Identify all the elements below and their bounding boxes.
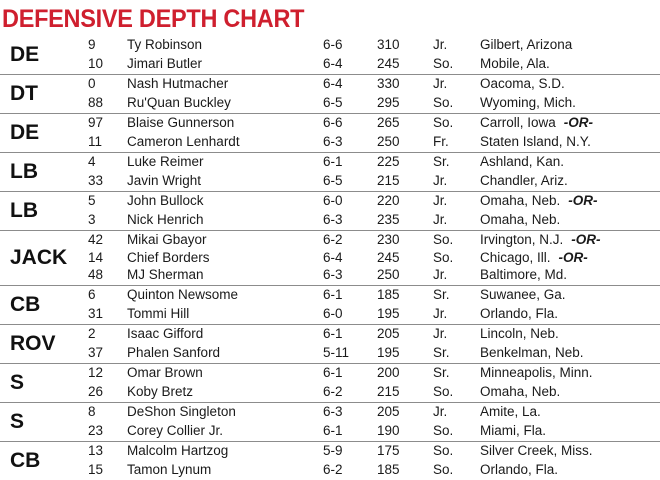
- position-label: LB: [10, 160, 38, 183]
- player-name: John Bullock: [127, 193, 204, 208]
- player-height: 6-6: [323, 37, 343, 52]
- jersey-number: 23: [88, 422, 104, 438]
- player-row: [0, 286, 660, 305]
- player-row: [0, 55, 660, 74]
- position-group: [0, 114, 660, 153]
- jersey-number: 0: [88, 76, 96, 91]
- player-height: 6-3: [323, 133, 343, 149]
- position-label: S: [10, 371, 25, 395]
- player-weight: 200: [377, 365, 400, 381]
- position-label: ROV: [10, 332, 56, 356]
- player-weight: 330: [377, 76, 400, 91]
- hometown-text: Oacoma, S.D.: [480, 76, 565, 91]
- player-name: Javin Wright: [127, 172, 202, 188]
- player-row: [0, 422, 660, 441]
- jersey-number: 88: [88, 94, 104, 110]
- player-hometown: [480, 94, 576, 112]
- player-weight: 235: [377, 211, 400, 227]
- jersey-number: 37: [88, 344, 104, 360]
- player-hometown: [480, 442, 593, 460]
- player-weight: 245: [377, 55, 400, 71]
- player-hometown: [480, 211, 560, 229]
- player-year: So.: [433, 115, 454, 130]
- player-hometown: [480, 383, 560, 401]
- player-weight: 265: [377, 115, 400, 130]
- player-year: So.: [433, 94, 454, 110]
- hometown-text: Suwanee, Ga.: [480, 287, 566, 303]
- player-height: 6-1: [323, 326, 343, 342]
- jersey-number: 14: [88, 249, 104, 265]
- position-label: DE: [10, 43, 40, 66]
- player-row: [0, 266, 660, 284]
- hometown-text: Orlando, Fla.: [480, 305, 559, 321]
- player-height: 6-4: [323, 76, 343, 91]
- or-alternate-marker: -OR-: [558, 249, 588, 265]
- hometown-text: Staten Island, N.Y.: [480, 133, 591, 149]
- hometown-text: Gilbert, Arizona: [480, 37, 573, 52]
- position-group: [0, 231, 660, 286]
- hometown-text: Carroll, Iowa: [480, 115, 556, 130]
- player-hometown: [480, 461, 558, 479]
- or-alternate-marker: -OR-: [563, 115, 594, 130]
- jersey-number: 2: [88, 326, 96, 342]
- player-year: Jr.: [433, 37, 448, 52]
- player-name: Phalen Sanford: [127, 344, 221, 360]
- player-year: So.: [433, 232, 454, 247]
- player-year: Jr.: [433, 404, 448, 420]
- player-hometown: [480, 172, 568, 190]
- hometown-text: Benkelman, Neb.: [480, 344, 584, 360]
- player-height: 5-11: [323, 344, 350, 360]
- player-height: 6-3: [323, 267, 343, 283]
- player-row: [0, 403, 660, 422]
- hometown-text: Omaha, Neb.: [480, 211, 561, 227]
- jersey-number: 9: [88, 37, 96, 52]
- player-year: Jr.: [433, 193, 448, 208]
- jersey-number: 4: [88, 154, 96, 169]
- position-label: S: [10, 410, 25, 434]
- player-row: [0, 461, 660, 480]
- player-weight: 195: [377, 305, 400, 321]
- player-row: [0, 172, 660, 191]
- player-year: Jr.: [433, 76, 448, 91]
- player-year: So.: [433, 249, 454, 265]
- position-group: [0, 153, 660, 192]
- player-name: Quinton Newsome: [127, 287, 239, 303]
- player-height: 6-2: [323, 232, 343, 247]
- hometown-text: Baltimore, Md.: [480, 267, 568, 283]
- player-year: So.: [433, 383, 454, 399]
- jersey-number: 10: [88, 55, 104, 71]
- player-name: Omar Brown: [127, 365, 203, 381]
- player-name: Nick Henrich: [127, 211, 204, 227]
- player-year: Jr.: [433, 326, 448, 342]
- player-weight: 215: [377, 383, 400, 399]
- player-hometown: [480, 305, 558, 323]
- player-weight: 195: [377, 344, 400, 360]
- player-height: 5-9: [323, 443, 343, 459]
- player-row: [0, 364, 660, 383]
- player-row: [0, 344, 660, 363]
- player-year: So.: [433, 443, 454, 459]
- player-name: Mikai Gbayor: [127, 232, 207, 247]
- player-hometown: [480, 231, 601, 249]
- player-row: [0, 442, 660, 461]
- player-hometown: [480, 75, 565, 93]
- player-hometown: [480, 55, 550, 73]
- player-weight: 230: [377, 232, 400, 247]
- player-weight: 215: [377, 172, 400, 188]
- player-height: 6-0: [323, 305, 343, 321]
- hometown-text: Miami, Fla.: [480, 422, 547, 438]
- or-alternate-marker: -OR-: [568, 193, 598, 208]
- player-height: 6-0: [323, 193, 343, 208]
- player-name: Nash Hutmacher: [127, 76, 229, 91]
- position-label: DT: [10, 82, 38, 105]
- player-year: So.: [433, 422, 454, 438]
- player-name: Isaac Gifford: [127, 326, 204, 342]
- player-name: Tommi Hill: [127, 305, 190, 321]
- player-row: [0, 114, 660, 133]
- page-title: DEFENSIVE DEPTH CHART: [2, 5, 305, 33]
- player-height: 6-4: [323, 55, 343, 71]
- hometown-text: Silver Creek, Miss.: [480, 443, 593, 459]
- jersey-number: 12: [88, 365, 104, 381]
- player-weight: 245: [377, 249, 400, 265]
- hometown-text: Chicago, Ill.: [480, 249, 551, 265]
- player-hometown: [480, 249, 588, 267]
- player-name: DeShon Singleton: [127, 404, 236, 420]
- player-row: [0, 231, 660, 249]
- hometown-text: Wyoming, Mich.: [480, 94, 576, 110]
- player-row: [0, 153, 660, 172]
- player-weight: 185: [377, 461, 400, 477]
- jersey-number: 6: [88, 287, 96, 303]
- position-label: CB: [10, 449, 41, 473]
- player-year: Sr.: [433, 344, 450, 360]
- position-group: [0, 192, 660, 231]
- player-weight: 190: [377, 422, 400, 438]
- player-height: 6-5: [323, 94, 343, 110]
- player-hometown: [480, 422, 546, 440]
- player-year: Sr.: [433, 154, 450, 169]
- player-name: Cameron Lenhardt: [127, 133, 240, 149]
- player-hometown: [480, 344, 584, 362]
- depth-chart-table: [0, 36, 660, 480]
- player-year: Jr.: [433, 172, 448, 188]
- player-year: Jr.: [433, 305, 448, 321]
- player-height: 6-1: [323, 154, 343, 169]
- jersey-number: 33: [88, 172, 104, 188]
- player-name: MJ Sherman: [127, 267, 204, 283]
- player-hometown: [480, 192, 598, 210]
- player-row: [0, 305, 660, 324]
- player-hometown: [480, 325, 559, 343]
- player-year: Jr.: [433, 267, 448, 283]
- position-group: [0, 36, 660, 75]
- player-name: Jimari Butler: [127, 55, 203, 71]
- player-height: 6-1: [323, 365, 343, 381]
- player-name: Tamon Lynum: [127, 461, 212, 477]
- jersey-number: 97: [88, 115, 104, 130]
- player-height: 6-5: [323, 172, 343, 188]
- player-year: So.: [433, 461, 454, 477]
- position-group: [0, 403, 660, 442]
- player-height: 6-3: [323, 404, 343, 420]
- position-label: CB: [10, 293, 41, 317]
- player-height: 6-2: [323, 461, 343, 477]
- jersey-number: 13: [88, 443, 104, 459]
- player-name: Malcolm Hartzog: [127, 443, 229, 459]
- or-alternate-marker: -OR-: [571, 232, 601, 247]
- hometown-text: Irvington, N.J.: [480, 232, 564, 247]
- jersey-number: 31: [88, 305, 104, 321]
- position-group: [0, 442, 660, 480]
- player-hometown: [480, 133, 591, 151]
- hometown-text: Minneapolis, Minn.: [480, 365, 593, 381]
- position-group: [0, 286, 660, 325]
- hometown-text: Orlando, Fla.: [480, 461, 559, 477]
- hometown-text: Ashland, Kan.: [480, 154, 565, 169]
- player-height: 6-4: [323, 249, 343, 265]
- player-row: [0, 383, 660, 402]
- player-year: Jr.: [433, 211, 448, 227]
- player-row: [0, 249, 660, 267]
- player-row: [0, 211, 660, 230]
- player-year: So.: [433, 55, 454, 71]
- player-name: Chief Borders: [127, 249, 210, 265]
- player-hometown: [480, 153, 564, 171]
- player-height: 6-6: [323, 115, 343, 130]
- player-weight: 220: [377, 193, 400, 208]
- player-name: Blaise Gunnerson: [127, 115, 235, 130]
- jersey-number: 11: [88, 133, 103, 149]
- player-hometown: [480, 403, 541, 421]
- player-weight: 185: [377, 287, 400, 303]
- position-group: [0, 325, 660, 364]
- player-hometown: [480, 114, 593, 132]
- player-weight: 205: [377, 326, 400, 342]
- player-weight: 225: [377, 154, 400, 169]
- hometown-text: Chandler, Ariz.: [480, 172, 568, 188]
- player-height: 6-2: [323, 383, 343, 399]
- player-weight: 295: [377, 94, 400, 110]
- player-hometown: [480, 364, 593, 382]
- hometown-text: Omaha, Neb.: [480, 383, 561, 399]
- player-year: Sr.: [433, 365, 450, 381]
- player-name: Koby Bretz: [127, 383, 194, 399]
- jersey-number: 8: [88, 404, 96, 420]
- player-height: 6-3: [323, 211, 343, 227]
- player-name: Ty Robinson: [127, 37, 203, 52]
- jersey-number: 26: [88, 383, 104, 399]
- player-row: [0, 192, 660, 211]
- player-year: Sr.: [433, 287, 450, 303]
- player-weight: 175: [377, 443, 400, 459]
- jersey-number: 48: [88, 267, 104, 283]
- player-name: Corey Collier Jr.: [127, 422, 224, 438]
- player-weight: 310: [377, 37, 400, 52]
- player-hometown: [480, 286, 566, 304]
- jersey-number: 42: [88, 232, 104, 247]
- player-year: Fr.: [433, 133, 449, 149]
- player-row: [0, 133, 660, 152]
- player-row: [0, 75, 660, 94]
- player-height: 6-1: [323, 422, 343, 438]
- position-label: DE: [10, 121, 40, 144]
- player-row: [0, 94, 660, 113]
- position-label: LB: [10, 199, 38, 222]
- hometown-text: Mobile, Ala.: [480, 55, 550, 71]
- player-weight: 250: [377, 133, 400, 149]
- player-row: [0, 36, 660, 55]
- jersey-number: 3: [88, 211, 96, 227]
- position-group: [0, 75, 660, 114]
- player-row: [0, 325, 660, 344]
- player-height: 6-1: [323, 287, 343, 303]
- player-hometown: [480, 266, 567, 284]
- jersey-number: 15: [88, 461, 104, 477]
- position-label: JACK: [10, 246, 68, 270]
- position-group: [0, 364, 660, 403]
- player-weight: 250: [377, 267, 400, 283]
- hometown-text: Amite, La.: [480, 404, 541, 420]
- player-hometown: [480, 36, 572, 54]
- jersey-number: 5: [88, 193, 96, 208]
- hometown-text: Lincoln, Neb.: [480, 326, 559, 342]
- player-name: Ru'Quan Buckley: [127, 94, 231, 110]
- player-name: Luke Reimer: [127, 154, 204, 169]
- hometown-text: Omaha, Neb.: [480, 193, 561, 208]
- player-weight: 205: [377, 404, 400, 420]
